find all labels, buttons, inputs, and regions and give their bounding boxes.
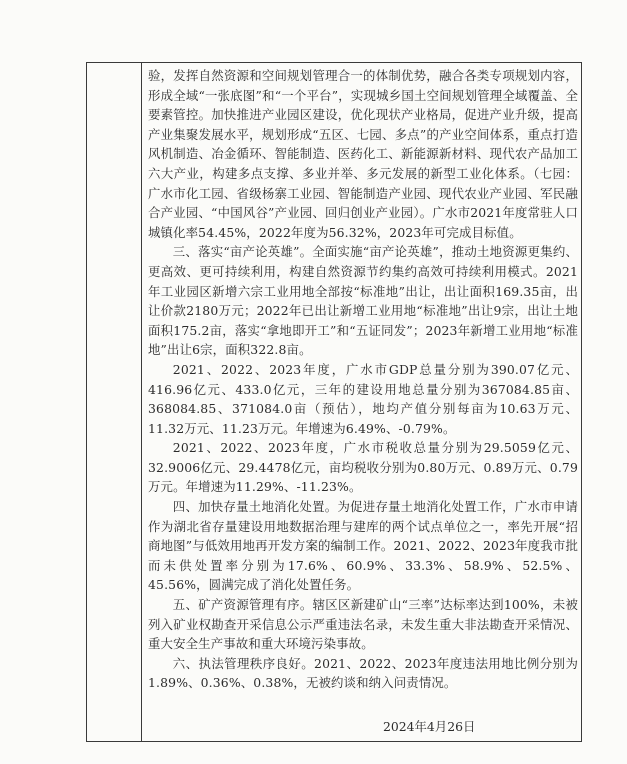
paragraph-continuation: 验，发挥自然资源和空间规划管理合一的体制优势，融合各类专项规划内容，形成全域“一张底图”和“一个平台”，实现城乡国土空间规划管理全域覆盖、全要素管控。加快推进产业园区建设，优化现状产业格局，促进产业升级，提高产业集聚发展水平，规划形成“五区、七园、多点”的产业空间体系，重点打造风机制造、冶金循环、智能制造、医药化工、新能源新材料、现代农产品加工六大产业，构建多点支撑、多业并举、多元发展的新型工业化体系。（七园：广水市化工园、省级杨寨工业园、智能制造产业园、现代农业产业园、军民融合产业园、“中国风谷”产业园、回归创业产业园）。广水市2021年度常驻人口城镇化率54.45%，2022年度为56.32%，2023年可完成目标值。 [148, 68, 578, 240]
paragraph-tax: 2021、2022、2023年度，广水市税收总量分别为29.5059亿元、32.9006亿元、29.4478亿元，亩均税收分别为0.80万元、0.89万元、0.79万元。年增速为11.29%、-11.23%。 [148, 440, 578, 495]
paragraph-section-6: 六、执法管理秩序良好。2021、2022、2023年度违法用地比例分别为1.89%、0.36%、0.38%，无被约谈和纳入问责情况。 [148, 655, 578, 691]
column-divider [141, 62, 142, 742]
paragraph-gdp: 2021、2022、2023年度，广水市GDP总量分别为390.07亿元、416.96亿元、433.0亿元，三年的建设用地总量分别为367084.85亩、368084.85、371084.0亩（预估），地均产值分别每亩为10.63万元、11.32万元、11.23万元。年增速为6.49%、-0.79%。 [148, 361, 578, 436]
paragraph-section-3: 三、落实“亩产论英雄”。全面实施“亩产论英雄”，推动土地资源更集约、更高效、更可持续利用，构建自然资源节约集约高效可持续利用模式。2021年工业园区新增六宗工业用地全部按“标准地”出让，出让面积169.35亩，出让价款2180万元；2022年已出让新增工业用地“标准地”出让9宗，出让土地面积175.2亩，落实“拿地即开工”和“五证同发”；2023年新增工业用地“标准地”出让6宗，面积322.8亩。 [148, 244, 578, 358]
paragraph-section-5: 五、矿产资源管理有序。辖区区新建矿山“三率”达标率达到100%，未被列入矿业权勘查开采信息公示严重违法名录，未发生重大非法勘查开采情况、重大安全生产事故和重大环境污染事故。 [148, 597, 578, 652]
paragraph-section-4: 四、加快存量土地消化处置。为促进存量土地消化处置工作，广水市申请作为湖北省存量建设用地数据治理与建库的两个试点单位之一，率先开展“招商地图”与低效用地再开发方案的编制工作。2021、2022、2023年度我市批而未供处置率分别为17.6%、60.9%、33.3%、58.9%、52.5%、45.56%，圆满完成了消化处置任务。 [148, 499, 578, 593]
document-body [148, 66, 578, 693]
document-date: 2024年4月26日 [383, 719, 476, 734]
